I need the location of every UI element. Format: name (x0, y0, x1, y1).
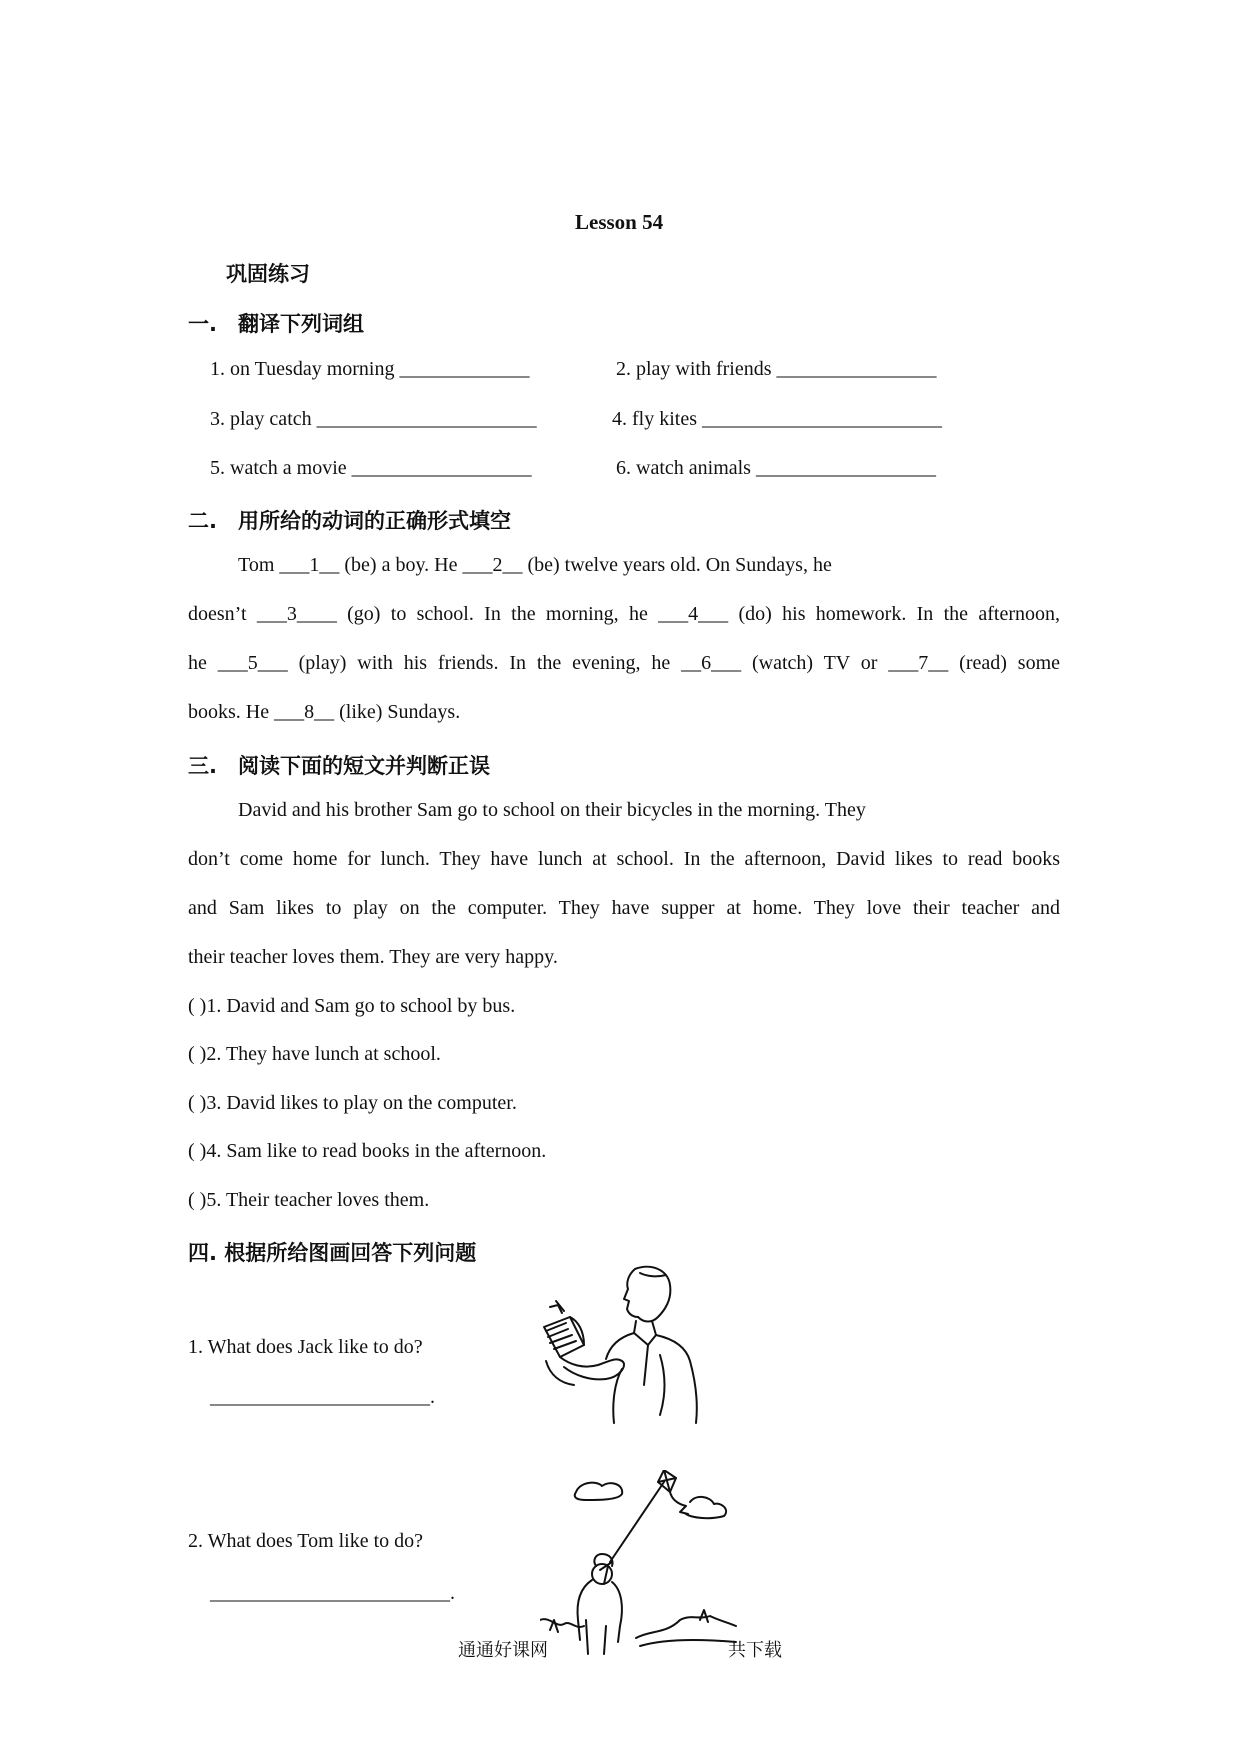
section3-number: 三. (188, 754, 217, 778)
section1-title: 翻译下列词组 (238, 312, 364, 336)
boy-flying-kite-illustration (540, 1470, 740, 1660)
page-title: Lesson 54 (575, 210, 664, 234)
answer-blank-1: ______________________. (210, 1386, 435, 1408)
section1-heading (188, 308, 364, 338)
tf-question-3: ( )3. David likes to play on the computer. (188, 1092, 517, 1114)
cloze-line-1: Tom ___1__ (be) a boy. He ___2__ (be) twelve years old. On Sundays, he (238, 554, 832, 576)
section1-number: 一. (188, 312, 217, 336)
cloze-line-4: books. He ___8__ (like) Sundays. (188, 701, 461, 723)
translate-item-1: 1. on Tuesday morning _____________ (210, 358, 530, 380)
translate-item-4: 4. fly kites ________________________ (612, 408, 942, 430)
cloze-line-3: he ___5___ (play) with his friends. In the evening, he __6___ (watch) TV or ___7__ (read) some (188, 652, 1060, 674)
translate-item-2: 2. play with friends ________________ (616, 358, 937, 380)
tf-question-4: ( )4. Sam like to read books in the afternoon. (188, 1140, 547, 1162)
reading-line-4: their teacher loves them. They are very happy. (188, 946, 558, 968)
tf-question-5: ( )5. Their teacher loves them. (188, 1189, 430, 1211)
tf-question-2: ( )2. They have lunch at school. (188, 1043, 441, 1065)
answer-blank-2: ________________________. (210, 1582, 455, 1604)
section2-title: 用所给的动词的正确形式填空 (238, 509, 511, 533)
translate-item-6: 6. watch animals __________________ (616, 457, 936, 479)
translate-item-3: 3. play catch ______________________ (210, 408, 537, 430)
reading-line-3: and Sam likes to play on the computer. They have supper at home. They love their teacher and (188, 897, 1060, 919)
section3-heading (188, 750, 490, 780)
section4-heading: 四. 根据所给图画回答下列问题 (188, 1241, 477, 1265)
section2-heading (188, 505, 511, 535)
section2-number: 二. (188, 509, 217, 533)
section3-title: 阅读下面的短文并判断正误 (238, 754, 490, 778)
exercise-subtitle: 巩固练习 (226, 262, 310, 286)
cloze-line-2: doesn’t ___3____ (go) to school. In the morning, he ___4___ (do) his homework. In the afternoon, (188, 603, 1060, 625)
footer-left-text: 通通好课网 (458, 1640, 548, 1661)
man-reading-illustration (540, 1265, 720, 1425)
picture-question-1: 1. What does Jack like to do? (188, 1336, 423, 1358)
footer-right-text: 共下载 (728, 1640, 782, 1661)
translate-item-5: 5. watch a movie __________________ (210, 457, 532, 479)
picture-question-2: 2. What does Tom like to do? (188, 1530, 424, 1552)
reading-line-1: David and his brother Sam go to school on their bicycles in the morning. They (238, 799, 866, 821)
reading-line-2: don’t come home for lunch. They have lunch at school. In the afternoon, David likes to read books (188, 848, 1060, 870)
tf-question-1: ( )1. David and Sam go to school by bus. (188, 995, 516, 1017)
